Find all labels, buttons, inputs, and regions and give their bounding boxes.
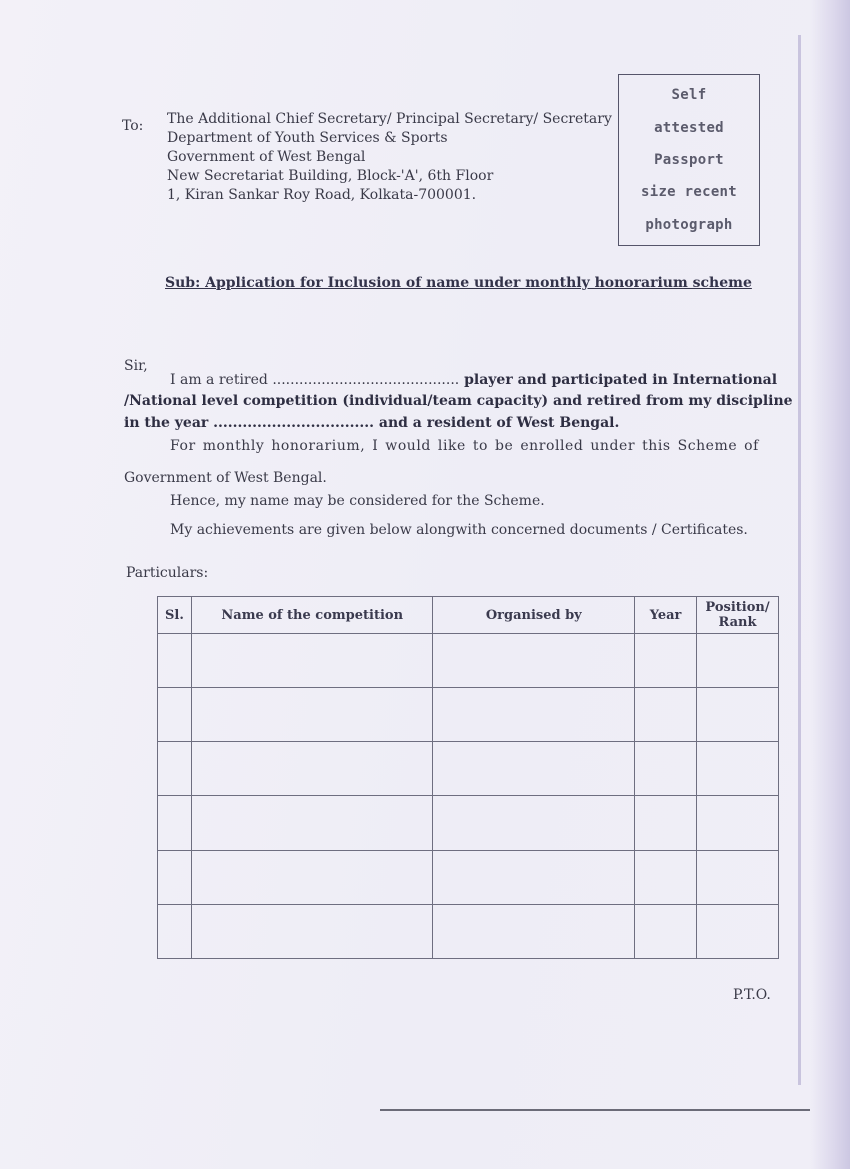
- cell-sl[interactable]: [158, 850, 192, 904]
- body-bold-text: player and participated in International: [459, 372, 778, 388]
- cell-organised-by[interactable]: [433, 904, 635, 958]
- cell-year[interactable]: [635, 688, 697, 742]
- header-sl: Sl.: [158, 597, 192, 634]
- body-line-2: /National level competition (individual/team capacity) and retired from my discipline: [124, 393, 793, 409]
- photo-box-line: size recent: [640, 184, 738, 201]
- cell-organised-by[interactable]: [433, 796, 635, 850]
- header-rank: Rank: [718, 615, 757, 630]
- photo-box-line: attested: [654, 119, 724, 136]
- header-position-rank: [697, 597, 779, 634]
- body-line-4: For monthly honorarium, I would like to be enrolled under this Scheme of: [170, 438, 759, 454]
- cell-position[interactable]: [697, 742, 779, 796]
- achievements-table: [157, 596, 779, 959]
- table-row: [158, 850, 779, 904]
- cell-sl[interactable]: [158, 742, 192, 796]
- address-line: The Additional Chief Secretary/ Principal Secretary/ Secretary: [167, 111, 612, 127]
- body-line-7: My achievements are given below alongwith concerned documents / Certificates.: [170, 522, 748, 538]
- table-row: [158, 742, 779, 796]
- photo-box-line: Passport: [654, 151, 724, 168]
- table-row: [158, 688, 779, 742]
- pto-label: P.T.O.: [733, 987, 771, 1003]
- photo-box-line: photograph: [645, 216, 733, 233]
- particulars-label: Particulars:: [126, 565, 209, 581]
- cell-competition[interactable]: [191, 742, 433, 796]
- photo-box-line: Self: [671, 87, 707, 104]
- address-line: Government of West Bengal: [167, 149, 366, 165]
- table-row: [158, 634, 779, 688]
- cell-year[interactable]: [635, 742, 697, 796]
- body-line-6: Hence, my name may be considered for the Scheme.: [170, 493, 545, 509]
- cell-organised-by[interactable]: [433, 850, 635, 904]
- cell-competition[interactable]: [191, 796, 433, 850]
- recipient-address: [167, 110, 612, 205]
- cell-year[interactable]: [635, 634, 697, 688]
- body-line-5: Government of West Bengal.: [124, 470, 327, 486]
- address-line: New Secretariat Building, Block-'A', 6th Floor: [167, 168, 494, 184]
- cell-sl[interactable]: [158, 796, 192, 850]
- table-header-row: [158, 597, 779, 634]
- header-year: Year: [635, 597, 697, 634]
- cell-position[interactable]: [697, 634, 779, 688]
- header-position: Position/: [705, 600, 770, 615]
- retired-sport-blank[interactable]: I am a retired ..........................................: [170, 372, 460, 388]
- cell-organised-by[interactable]: [433, 634, 635, 688]
- header-competition-name: Name of the competition: [191, 597, 433, 634]
- body-line-1: [170, 372, 777, 388]
- cell-sl[interactable]: [158, 634, 192, 688]
- to-label: To:: [122, 118, 144, 134]
- cell-year[interactable]: [635, 796, 697, 850]
- scan-edge-line: [798, 35, 801, 1085]
- retirement-year-blank[interactable]: in the year ................................. and a resident of West Bengal.: [124, 415, 620, 431]
- cell-year[interactable]: [635, 904, 697, 958]
- cell-organised-by[interactable]: [433, 688, 635, 742]
- table-body: [158, 634, 779, 959]
- cell-position[interactable]: [697, 796, 779, 850]
- cell-year[interactable]: [635, 850, 697, 904]
- cell-organised-by[interactable]: [433, 742, 635, 796]
- cell-competition[interactable]: [191, 904, 433, 958]
- cell-competition[interactable]: [191, 634, 433, 688]
- cell-competition[interactable]: [191, 850, 433, 904]
- address-line: Department of Youth Services & Sports: [167, 130, 448, 146]
- salutation: Sir,: [124, 358, 148, 374]
- header-organised-by: Organised by: [433, 597, 635, 634]
- photo-box[interactable]: [618, 74, 760, 246]
- bottom-rule: [380, 1109, 810, 1111]
- cell-sl[interactable]: [158, 904, 192, 958]
- cell-position[interactable]: [697, 850, 779, 904]
- cell-position[interactable]: [697, 688, 779, 742]
- address-line: 1, Kiran Sankar Roy Road, Kolkata-700001.: [167, 187, 477, 203]
- table-row: [158, 796, 779, 850]
- subject-heading: Sub: Application for Inclusion of name under monthly honorarium scheme: [165, 275, 752, 291]
- cell-competition[interactable]: [191, 688, 433, 742]
- scan-edge-shadow: [810, 0, 850, 1169]
- table-row: [158, 904, 779, 958]
- cell-position[interactable]: [697, 904, 779, 958]
- cell-sl[interactable]: [158, 688, 192, 742]
